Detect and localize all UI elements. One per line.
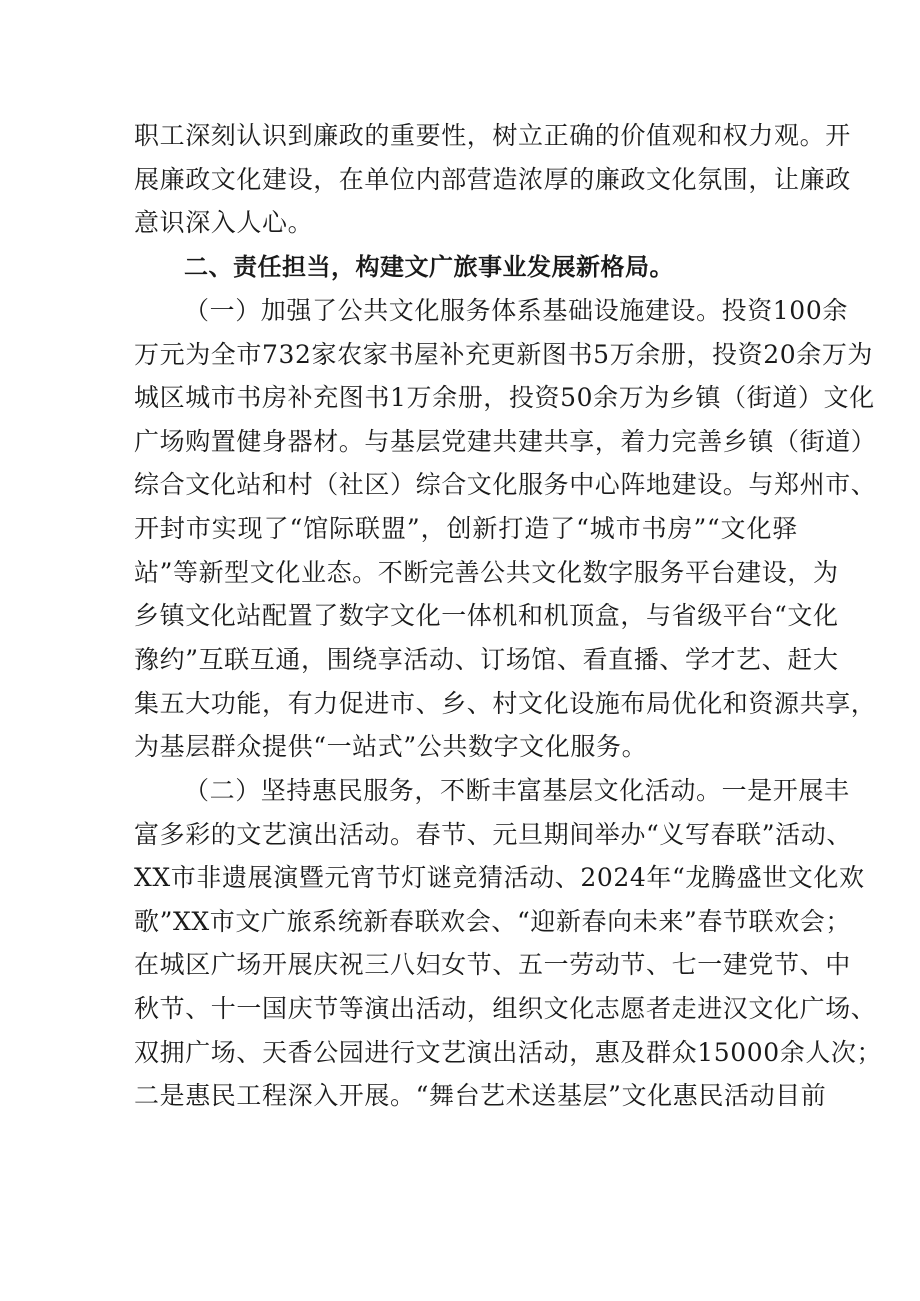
text-line: 开封市实现了“馆际联盟”，创新打造了“城市书房”“文化驿 [134,514,798,543]
text-line: 职工深刻认识到廉政的重要性，树立正确的价值观和权力观。开 [134,121,851,150]
text-line: 在城区广场开展庆祝三八妇女节、五一劳动节、七一建党节、中 [134,950,851,979]
text-line: 站”等新型文化业态。不断完善公共文化数字服务平台建设，为 [134,558,839,587]
text-line: 为基层群众提供“一站式”公共数字文化服务。 [134,732,648,761]
paragraph-first-line: （二）坚持惠民服务，不断丰富基层文化活动。一是开展丰 [184,776,850,805]
text-line: 双拥广场、天香公园进行文艺演出活动，惠及群众15000余人次； [134,1038,883,1067]
text-line: 综合文化站和村（社区）综合文化服务中心阵地建设。与郑州市、 [134,470,877,499]
text-line: 豫约”互联互通，围绕享活动、订场馆、看直播、学才艺、赶大 [134,645,839,674]
section-heading: 二、责任担当，构建文广旅事业发展新格局。 [184,253,674,281]
text-line: 乡镇文化站配置了数字文化一体机和机顶盒，与省级平台“文化 [134,601,839,630]
text-line: 万元为全市732家农家书屋补充更新图书5万余册，投资20余万为 [134,340,874,369]
text-line: 集五大功能，有力促进市、乡、村文化设施布局优化和资源共享， [134,689,877,718]
text-line: XX市非遗展演暨元宵节灯谜竞猜活动、2024年“龙腾盛世文化欢 [134,863,865,892]
text-line: 意识深入人心。 [134,208,314,237]
text-line: 广场购置健身器材。与基层党建共建共享，着力完善乡镇（街道） [134,427,877,456]
text-line: 展廉政文化建设，在单位内部营造浓厚的廉政文化氛围，让廉政 [134,165,851,194]
text-line: 歌”XX市文广旅系统新春联欢会、“迎新春向未来”春节联欢会； [134,907,851,936]
text-line: 二是惠民工程深入开展。“舞台艺术送基层”文化惠民活动目前 [134,1081,827,1110]
paragraph-first-line: （一）加强了公共文化服务体系基础设施建设。投资100余 [184,296,848,325]
text-line: 城区城市书房补充图书1万余册，投资50余万为乡镇（街道）文化 [134,383,875,412]
text-line: 富多彩的文艺演出活动。春节、元旦期间举办“义写春联”活动、 [134,820,852,849]
text-line: 秋节、十一国庆节等演出活动，组织文化志愿者走进汉文化广场、 [134,994,877,1023]
